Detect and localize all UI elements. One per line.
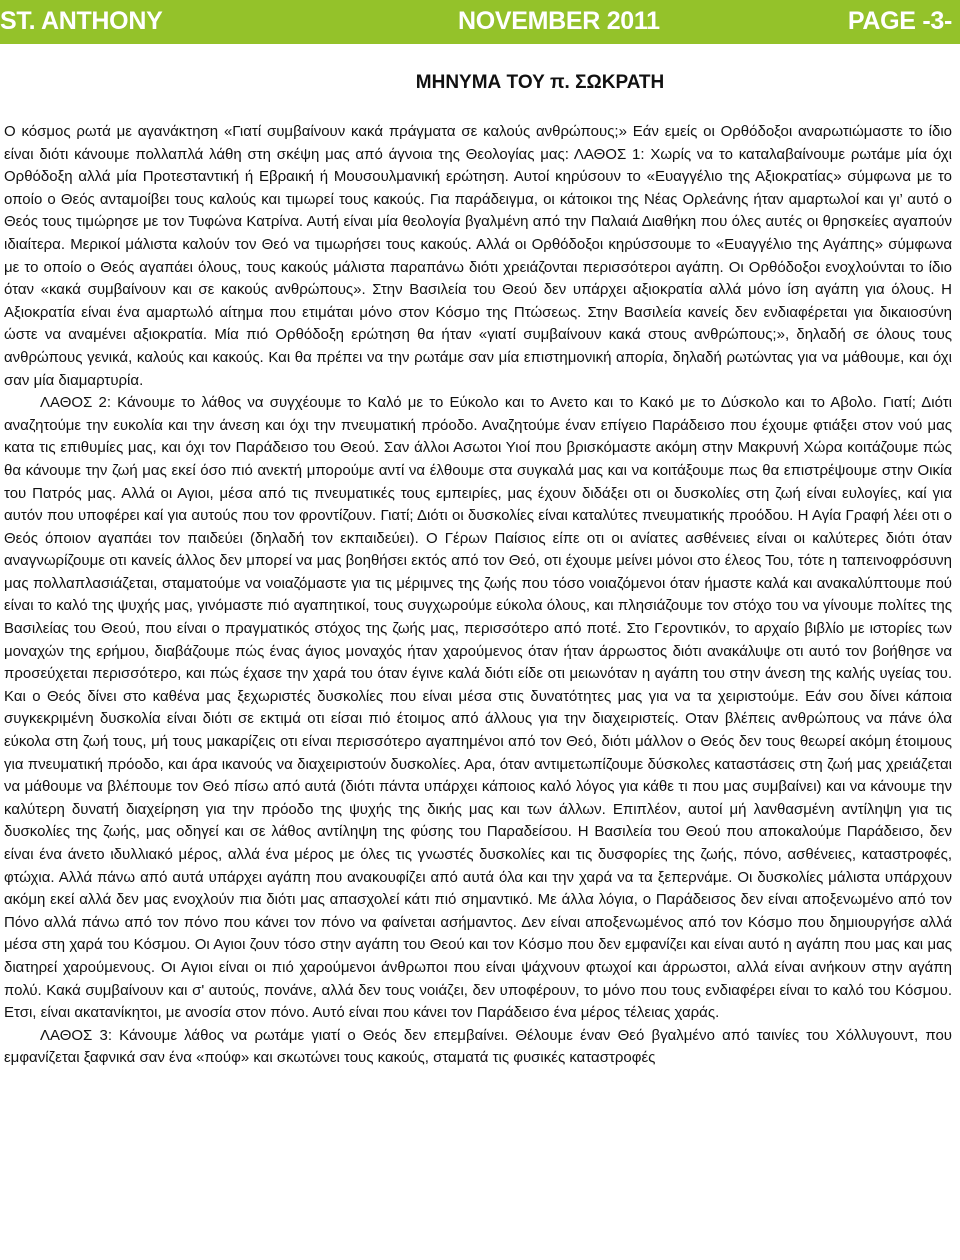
header-issue-date: NOVEMBER 2011 <box>458 7 660 35</box>
page-header <box>0 0 960 44</box>
header-newsletter-name: ST. ANTHONY <box>0 7 163 35</box>
paragraph: Ο κόσμος ρωτά με αγανάκτηση «Γιατί συμβαίνουν κακά πράγματα σε καλούς ανθρώπους;» Εάν εμείς οι Ορθόδοξοι αναρωτιώμαστε το ίδιο είναι διότι κάνουμε πολλαπλά λάθη στη σκέψη μας από άγνοια της Θεολογίας μας: ΛΑΘΟΣ 1: Χωρίς να το καταλαβαίνουμε ρωτάμε μία όχι Ορθόδοξη αλλά μία Προτεσταντική ή Εβραική ή Μουσουλμανική ερώτηση. Αυτοί κηρύσουν το «Ευαγγέλιο της Αξιοκρατίας» σύμφωνα με το οποίο ο Θεός ανταμοίβει τους καλούς και τιμωρεί τους κακούς. Για παράδειγμα, οι κάτοικοι της Νέας Ορλεάνης ήταν αμαρτωλοί και γι’ αυτό ο Θεός τους τιμώρησε με τον Τυφώνα Κατρίνα. Αυτή είναι μία θεολογία βγαλμένη από την Παλαιά Διαθήκη που όλες αυτές οι θρησκείες αγαπούν ιδιαίτερα. Μερικοί μάλιστα καλούν τον Θεό να τιμωρήσει τους κακούς. Αλλά οι Ορθόδοξοι κηρύσσουμε το «Ευαγγέλιο της Αγάπης» σύμφωνα με το οποίο ο Θεός αγαπάει όλους, τους κακούς μάλιστα παραπάνω διότι χρειάζονται περισσότεροι αγάπη. Οι Ορθόδοξοι ενοχλούνται το ίδιο όταν «κακά συμβαίνουν και σε κακούς ανθρώπους». Στην Βασιλεία του Θεού δεν υπάρχει αξιοκρατία αλλά μόνο ίση αγάπη για όλους. Η Αξιοκρατία είναι ένα αμαρτωλό αίτημα που ετιμάται μόνο στον Κόσμο της Πτώσεως. Στην Βασιλεία κανείς δεν ενδιαφέρεται για δικαιοσύνη ώστε να αναμένει αξιοκρατία. Μία πιό Ορθόδοξη ερώτηση θα ήταν «γιατί συμβαίνουν κακά στους ανθρώπους;», δηλαδή σε όλους τους ανθρώπους γενικά, καλούς και κακούς. Και θα πρέπει να την ρωτάμε σαν μία επιστημονική απορία, δηλαδή ρωτώντας για να μάθουμε, και όχι σαν μία διαμαρτυρία. <box>4 123 952 389</box>
paragraph: ΛΑΘΟΣ 3: Κάνουμε λάθος να ρωτάμε γιατί ο Θεός δεν επεμβαίνει. Θέλουμε έναν Θεό βγαλμένο από ταινίες του Χόλλυγουντ, που εμφανίζεται ξαφνικά σαν ένα «πούφ» και σκωτώνει τους κακούς, σταματά τις φυσικές καταστροφές <box>4 1026 952 1067</box>
header-page-number: PAGE -3- <box>847 7 952 35</box>
article-body <box>4 121 952 1260</box>
article-title: ΜΗΝΥΜΑ ΤΟΥ π. ΣΩΚΡΑΤΗ <box>415 72 665 93</box>
paragraph: ΛΑΘΟΣ 2: Κάνουμε το λάθος να συγχέουμε το Καλό με το Εύκολο και το Ανετο και το Κακό με το Δύσκολο και το Αβολο. Γιατί; Διότι αναζητούμε την ευκολία και την άνεση και όχι την πνευματική πρόοδο. Αναζητούμε έναν επίγειο Παράδεισο που έχουμε φτιάξει στον νού μας κατα τις επιθυμίες μας, και όχι τον Παράδεισο του Θεού. Σαν άλλοι Ασωτοι Υιοί που βρισκόμαστε ακόμη στην Μακρυνή Χώρα κοιτάζουμε πώς θα κάνουμε την ζωή μας εκεί όσο πιό ανεκτή μπορούμε αντί να έλθουμε στα συγκαλά μας και να κοιτάξουμε πως θα επιστρέψουμε στην Οικία του Πατρός μας. Αλλά οι Αγιοι, μέσα από τις πνευματικές τους εμπειρίες, μας έχουν διδάξει οτι οι δυσκολίες στη ζωή είναι ευλογίες, καί για αυτόν που υποφέρει καί για αυτούς που τον φροντίζουν. Γιατί; Διότι οι δυσκολίες είναι καταλύτες πνευματικής προόδου. Η Αγία Γραφή λέει οτι ο Θεός όποιον αγαπάει τον παιδεύει (δηλαδή τον εκπαιδεύει). Ο Γέρων Παίσιος είπε οτι οι ανίατες ασθένειες είναι οι καλύτερες διότι όταν αναγνωρίζουμε οτι κανείς άλλος δεν μπορεί να μας βοηθήσει εκτός από τον Θεό, οτι έχουμε μείνει μόνοι στο έλεος Του, τότε η ταπεινοφρόσυνη μας πολλαπλασιάζεται, σταματούμε να νοιαζόμαστε για τις μέριμνες της ζωής που τόσο νοιαζόμενοι όταν ήμαστε καλά και ανακαλύπτουμε πού είναι το καλό της ψυχής μας, γινόμαστε πιό αγαπητικοί, τους συγχωρούμε εύκολα όλους, και πλησιάζουμε τον στόχο του να γίνουμε πολίτες της Βασιλείας του Θεού, που είναι ο πραγματικός στόχος της ζωής μας, περισσότερο από ποτέ. Στο Γεροντικόν, το αρχαίο βιβλίο με ιστορίες των μοναχών της ερήμου, διαβάζουμε πώς ένας άγιος μοναχός ήταν χαρούμενος όταν ήταν άρρωστος διότι ανακάλυψε οτι αυτό τον βοήθησε να προσεύχεται περισσότερο, και πώς έχασε την χαρά του όταν έγινε καλά διότι είδε οτι μειωνόταν η αγάπη του στην άνεση της καλής υγείας του. Και ο Θεός δίνει στο καθένα μας ξεχωριστές δυσκολίες που είναι μέσα στις δυνατότητες μας για να τα χειριστούμε. Εάν σου δίνει κάποια συγκεκριμένη δυσκολία είναι διότι σε εκτιμά οτι είσαι πιό έτοιμος από άλλους για την διαχειριστείς. Οταν βλέπεις ανθρώπους να πάνε όλα εύκολα στη ζωή τους, μή τους μακαρίζεις οτι είναι περισσότερο αγαπημένοι από τον Θεό, διότι μάλλον ο Θεός δεν τους θεωρεί ακόμη έτοιμους για πνευματική πρόοδο, και άρα ικανούς να διαχειριστούν δυσκολίες. Αρα, όταν αντιμετωπίζουμε δύσκολες καταστάσεις στη ζωή μας χρειάζεται να μάθουμε να βλέπουμε τον Θεό πίσω από αυτά (διότι πάντα υπάρχει κάποιος καλό λόγος για κάθε τι που μας συμβαίνει) και να κάνουμε την καλύτερη δυνατή διαχείρηση για την πρόοδο της ψυχής της δικής μας και των άλλων. Επιπλέον, αυτοί μή λανθασμένη αντίληψη για τις δυσκολίες της ζωής, μας οδηγεί και σε λάθος αντίληψη της φύσης του Παραδείσου. Η Βασιλεία του Θεού που αποκαλούμε Παράδεισο, δεν είναι ένα άνετο ιδυλλιακό μέρος, αλλά ένα μέρος με όλες τις γνωστές δυσκολίες και τις δυσφορίες της ζωής, πόνο, ασθένειες, καταστροφές, φτώχια. Αλλά πάνω από αυτά υπάρχει αγάπη που ανακουφίζει από αυτά όλα και την χαρά να τα ξεπερνάμε. Οι δυσκολίες μάλιστα υπάρχουν ακόμη εκεί αλλά δεν μας ενοχλούν πια διότι μας απασχολεί κάτι πιό σημαντικό. Με άλλα λόγια, ο Παράδεισος δεν είναι αποξενωμένο από τον Πόνο αλλά πάνω από τον πόνο που κάνει τον πόνο να φαίνεται ασήμαντος. Δεν είναι αποξενωμένος από τον Κόσμο που δημιουργήσε αλλά μέσα στη χαρά του Κόσμου. Οι Αγιοι ζουν τόσο στην αγάπη του Θεού και τον Κόσμο που δεν εμφανίζει και είναι αυτό η αγάπη που μας και μας διατηρεί χαρούμενους. Οι Αγιοι είναι οι πιό χαρούμενοι άνθρωποι που είναι ψάχνουν φτωχοί και άρρωστοι, αλλά είναι ανήκουν στην αγάπη πολύ. Κακά συμβαίνουν και σ' αυτούς, πονάνε, αλλά δεν τους νοιάζει, δεν υποφέρουν, το μόνο που τους ενδιαφέρει είναι το καλό του Κόσμου. Ετσι, είναι ακατανίκητοι, με ανοσία στον πόνο. Αυτό είναι που κάνει τον Παράδεισο ένα μέρος τέλειας χαράς. <box>4 394 952 1022</box>
